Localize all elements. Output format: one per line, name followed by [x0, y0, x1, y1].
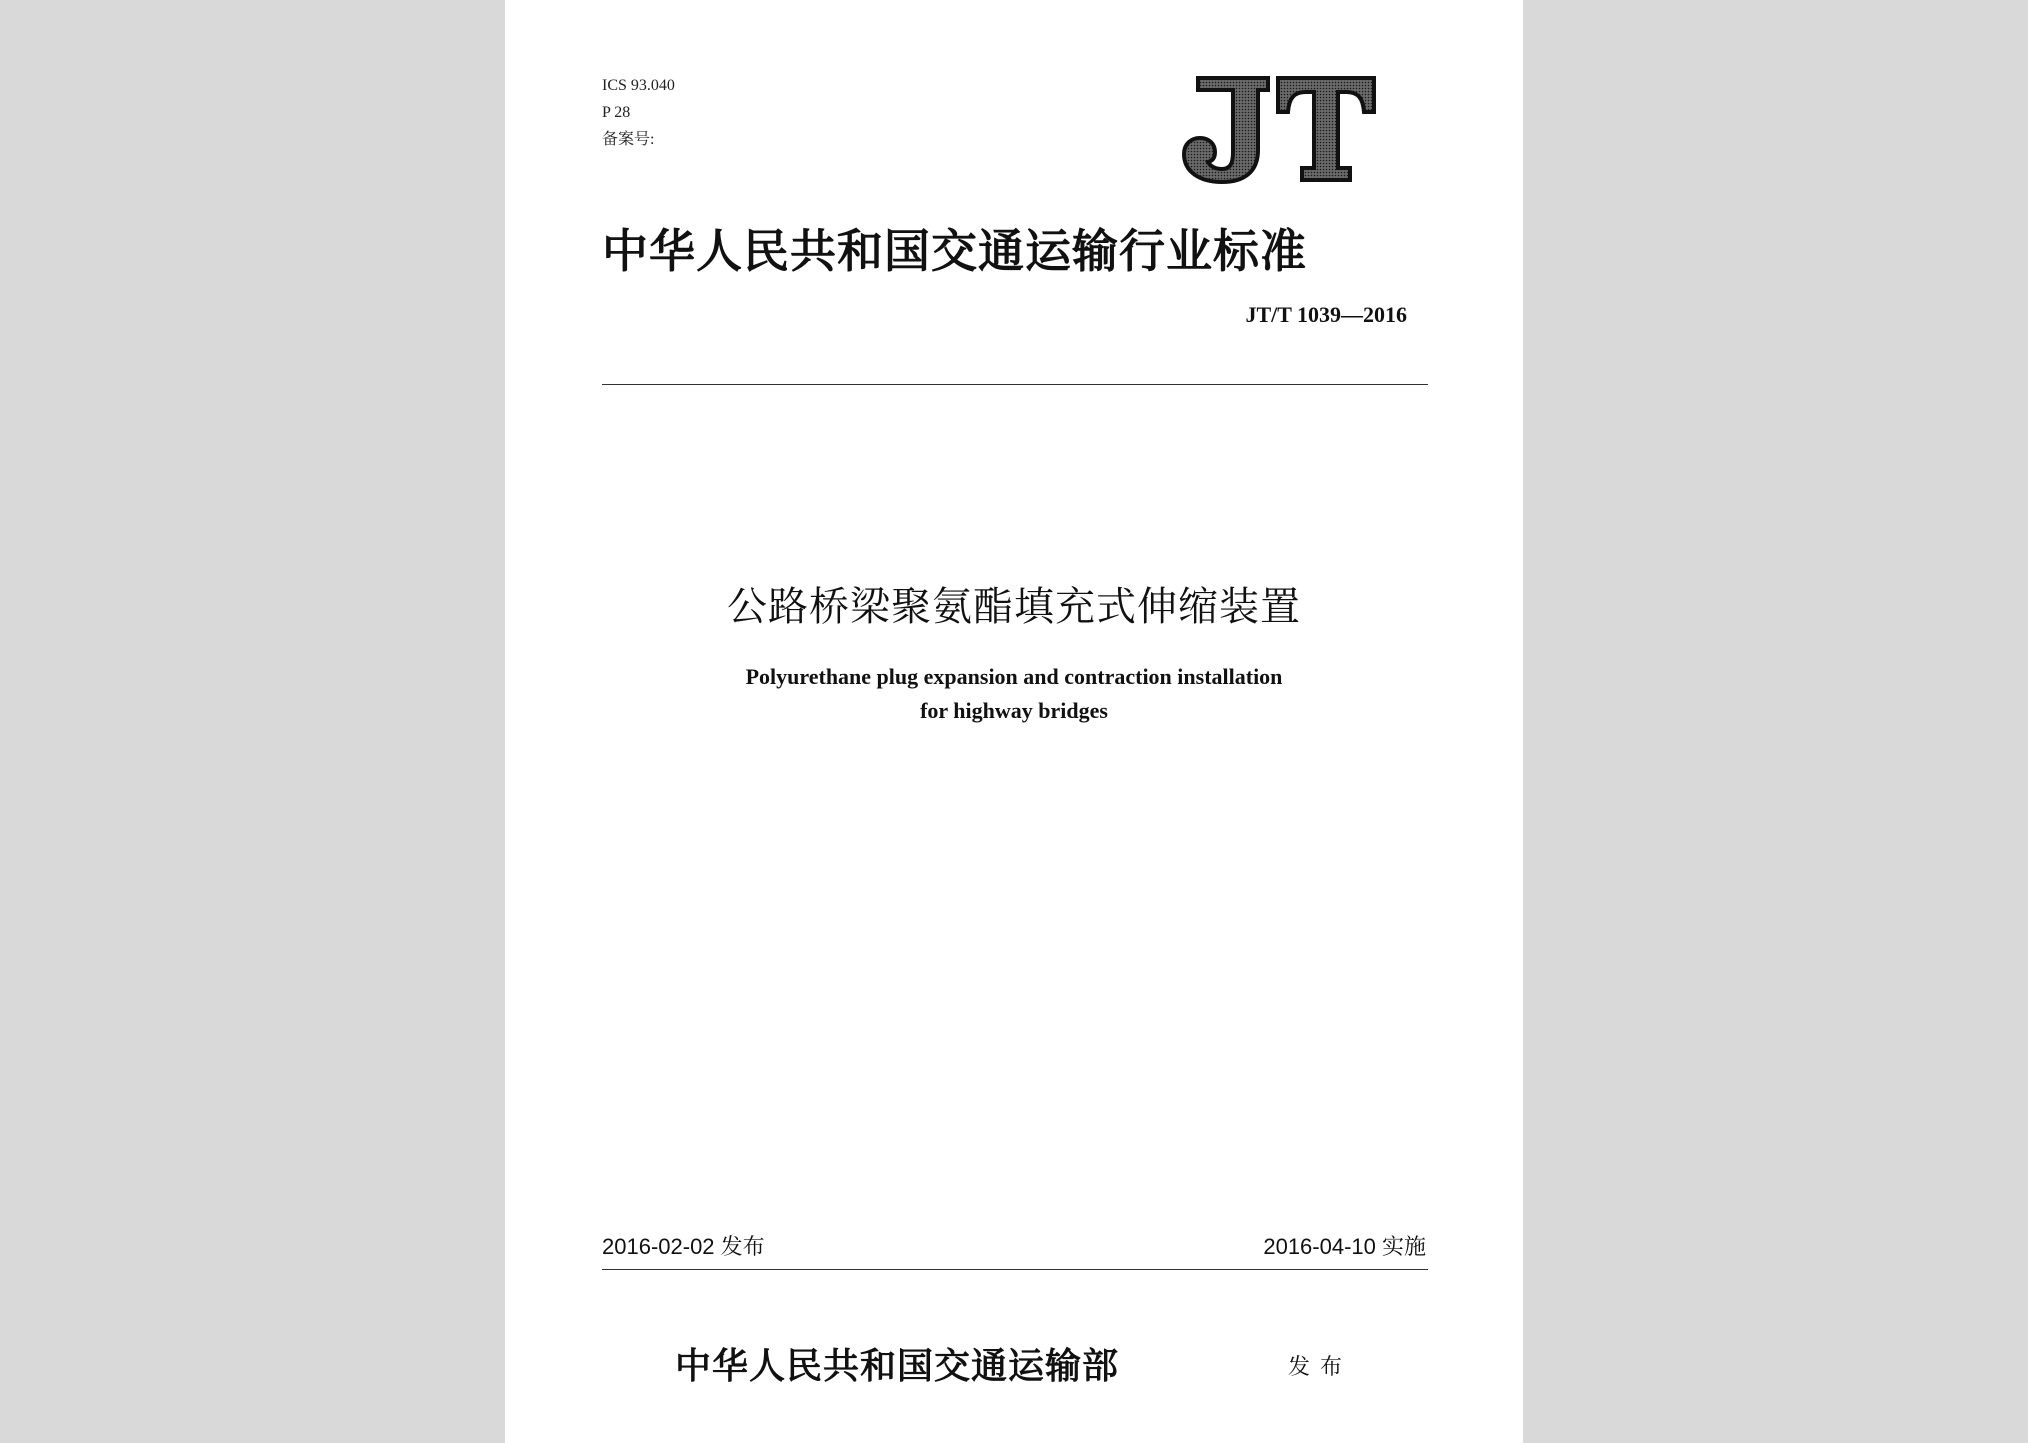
standard-code: JT/T 1039—2016 [1245, 302, 1407, 327]
category-code: P 28 [602, 104, 631, 121]
top-divider [602, 384, 1428, 385]
publish-label: 发布 [1288, 1355, 1353, 1380]
document-title-cn: 公路桥梁聚氨酯填充式伸缩装置 [727, 584, 1301, 630]
title-en-line-1: Polyurethane plug expansion and contraction installation [745, 664, 1283, 689]
ics-code: ICS 93.040 [602, 77, 675, 94]
issue-date: 2016-02-02 发布 [602, 1234, 765, 1259]
bottom-divider [602, 1269, 1428, 1270]
classification-block [602, 72, 675, 153]
record-number: 备案号: [602, 131, 655, 148]
publisher-name: 中华人民共和国交通运输部 [675, 1345, 1120, 1387]
document-page [505, 0, 1523, 1443]
title-en-line-2: for highway bridges [920, 698, 1108, 723]
effective-date: 2016-04-10 实施 [1263, 1234, 1426, 1259]
document-title-en [505, 660, 1523, 728]
standard-category-title: 中华人民共和国交通运输行业标准 [602, 224, 1307, 278]
jt-logo [1178, 72, 1378, 187]
